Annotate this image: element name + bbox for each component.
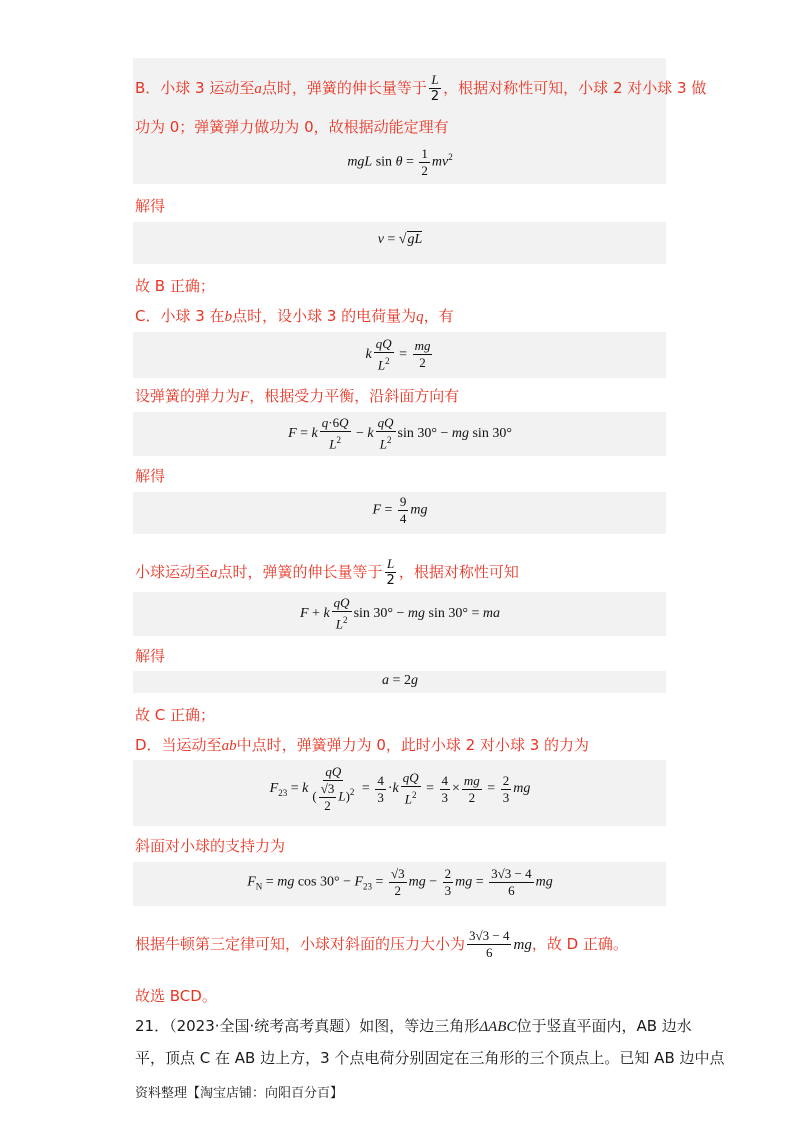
option-d-line1: D．当运动至ab中点时，弹簧弹力为 0，此时小球 2 对小球 3 的力为 (135, 736, 590, 754)
option-b-line2: 功为 0；弹簧弹力做功为 0，故根据动能定理有 (135, 118, 449, 136)
option-c-equation-spring: F = $\frac{9}{4}$ mg (372, 494, 428, 526)
option-b-equation-velocity: v = √gL (377, 232, 423, 247)
option-c-solve-label-1: 解得 (135, 467, 166, 485)
option-b-solve-label: 解得 (135, 197, 166, 215)
option-c-solve-label-2: 解得 (135, 647, 166, 665)
option-b-line1: B．小球 3 运动至a点时，弹簧的伸长量等于 $\frac{L}{2}$ ，根据对称性可知，小球 2 对小球 3 做 (135, 72, 707, 104)
option-c-line2: 设弹簧的弹力为F，根据受力平衡，沿斜面方向有 (135, 387, 460, 405)
option-c-line3: 小球运动至a点时，弹簧的伸长量等于 $\frac{L}{2}$ ，根据对称性可知 (135, 556, 519, 588)
option-d-equation-f23: $F_{23} = k$ qQ ( $\frac{√3}{2}$ L)$^2$ = $\frac{4}{3}$ ·k $\frac{qQ}{L^2}$ = $\frac{4}{3}$ × $\frac{mg}{2}$ = $\frac{2}{3}$ mg (269, 764, 531, 813)
option-c-equation-result: a = 2g (382, 673, 418, 688)
option-c-line1: C．小球 3 在b点时，设小球 3 的电荷量为q，有 (135, 307, 454, 325)
question-21-line1: 21．（2023·全国·统考高考真题）如图，等边三角形ΔABC位于竖直平面内，AB 边水 (135, 1017, 692, 1035)
option-b-conclusion: 故 B 正确； (135, 277, 215, 295)
option-d-line2: 斜面对小球的支持力为 (135, 837, 286, 855)
option-d-line3: 根据牛顿第三定律可知，小球对斜面的压力大小为 $\frac{3√3 - 4}{6}$ mg，故 D 正确。 (135, 928, 628, 960)
option-c-equation-charge: k $\frac{qQ}{L^2}$ = $\frac{mg}{2}$ (365, 336, 431, 373)
option-c-equation-accel: F + k $\frac{qQ}{L^2}$ sin 30° − mg sin 30° = ma (299, 595, 500, 632)
final-answer: 故选 BCD。 (135, 987, 217, 1005)
question-21-line2: 平，顶点 C 在 AB 边上方，3 个点电荷分别固定在三角形的三个顶点上。已知 AB 边中点 (135, 1049, 725, 1067)
option-c-equation-force: F = k $\frac{q\cdot 6Q}{L^2}$ − k $\frac{qQ}{L^2}$ sin 30° − mg sin 30° (288, 415, 512, 452)
page-footer: 资料整理【淘宝店铺：向阳百分百】 (135, 1086, 344, 1101)
option-d-equation-normal: $F_N$ = mg $\cos 30^\circ - F_{23}$ = $\frac{√3}{2}$ mg − $\frac{2}{3}$ mg = $\frac{3√3 - 4}{6}$ mg (247, 866, 553, 898)
option-c-conclusion: 故 C 正确； (135, 706, 216, 724)
option-b-equation-energy: mgL sin θ = $\frac{1}{2}$ $mv^2$ (347, 146, 453, 178)
